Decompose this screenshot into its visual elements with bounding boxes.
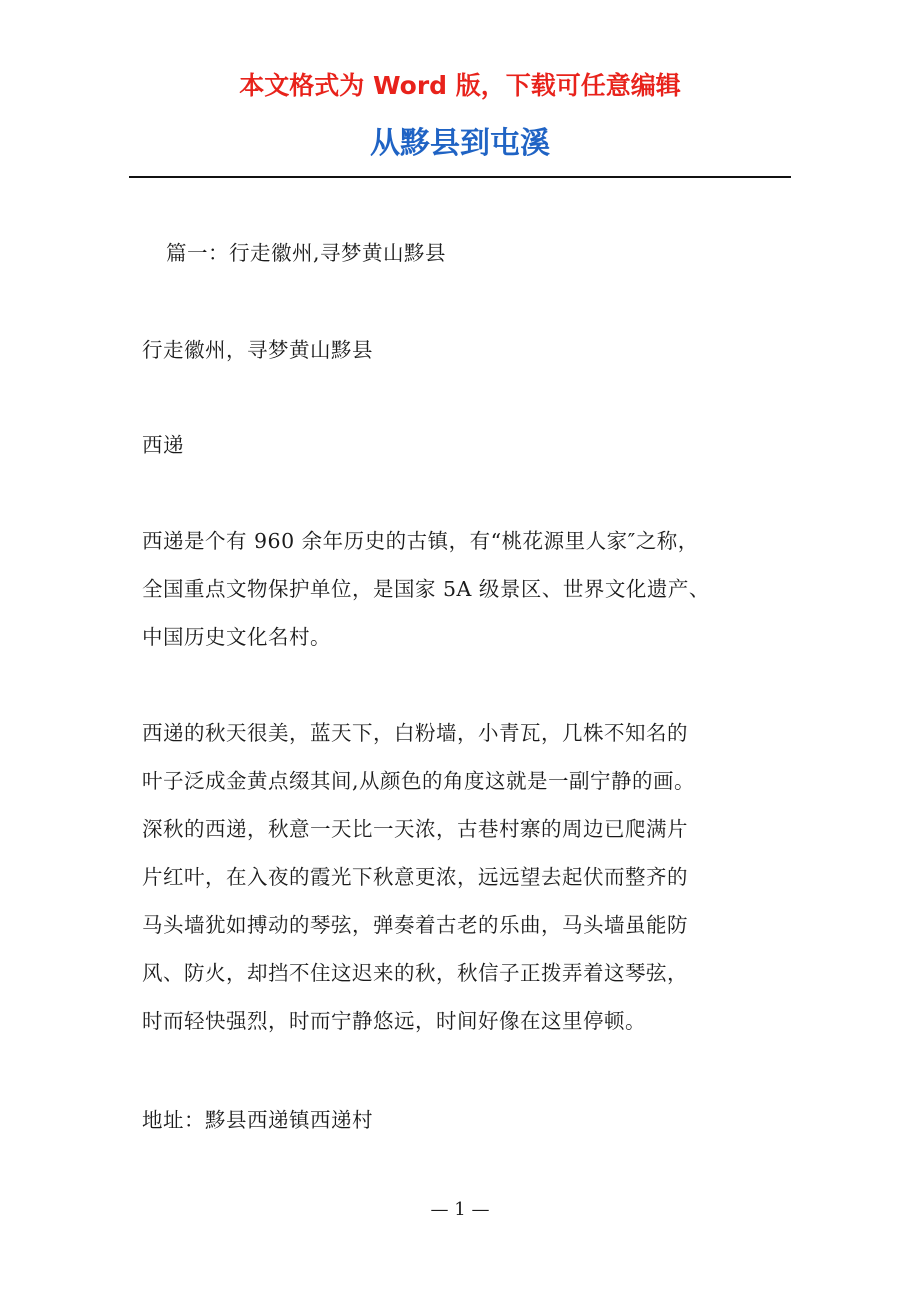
paragraph-line: 深秋的西递，秋意一天比一天浓，古巷村寨的周边已爬满片 (142, 817, 688, 841)
article-subtitle: 行走徽州，寻梦黄山黟县 (142, 338, 373, 362)
intro-paragraph (142, 517, 802, 661)
paragraph-line: 西递是个有 960 余年历史的古镇，有“桃花源里人家″之称， (142, 529, 699, 553)
place-heading: 西递 (142, 433, 184, 457)
paragraph-line: 片红叶，在入夜的霞光下秋意更浓，远远望去起伏而整齐的 (142, 865, 688, 889)
document-title: 从黟县到屯溪 (370, 126, 550, 161)
paragraph-line: 中国历史文化名村。 (142, 625, 331, 649)
format-banner: 本文格式为 Word 版，下载可任意编辑 (239, 71, 681, 100)
paragraph-line: 马头墙犹如搏动的琴弦，弹奏着古老的乐曲，马头墙虽能防 (142, 913, 688, 937)
autumn-paragraph (142, 709, 802, 1045)
paragraph-line: 时而轻快强烈，时而宁静悠远，时间好像在这里停顿。 (142, 1009, 646, 1033)
paragraph-line: 叶子泛成金黄点缀其间,从颜色的角度这就是一副宁静的画。 (142, 769, 696, 793)
paragraph-line: 西递的秋天很美，蓝天下，白粉墙，小青瓦，几株不知名的 (142, 721, 688, 745)
address-line: 地址：黟县西递镇西递村 (142, 1108, 373, 1132)
page-number: — 1 — (430, 1199, 490, 1220)
paragraph-line: 全国重点文物保护单位，是国家 5A 级景区、世界文化遗产、 (142, 577, 710, 601)
paragraph-line: 风、防火，却挡不住这迟来的秋，秋信子正拨弄着这琴弦， (142, 961, 688, 985)
header-divider (129, 176, 791, 178)
section-heading: 篇一：行走徽州,寻梦黄山黟县 (166, 241, 447, 265)
